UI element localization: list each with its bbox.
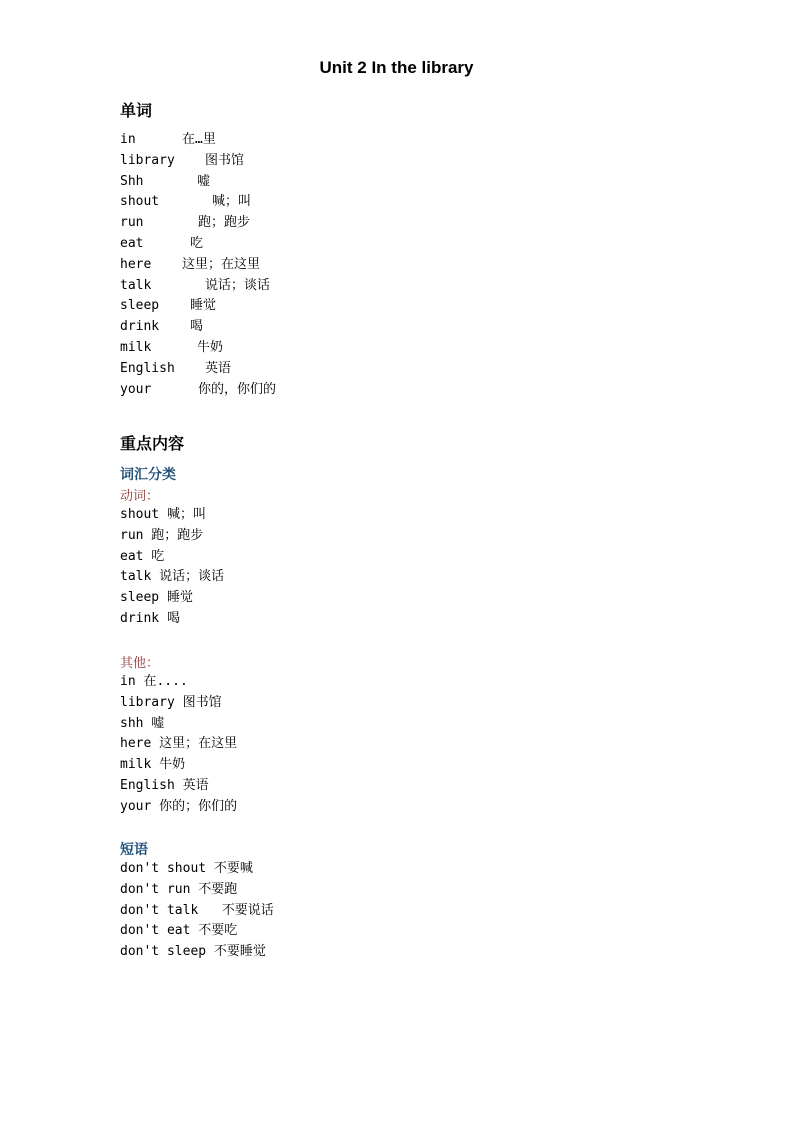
key-content-heading: 重点内容: [120, 434, 185, 453]
others-label: 其他：: [120, 656, 160, 671]
vocab-meaning: 吃: [190, 235, 204, 251]
phrases-list: [120, 859, 274, 963]
vocab-meaning: 睡觉: [190, 298, 217, 314]
vocab-item: [120, 255, 276, 276]
vocab-word: run: [120, 215, 144, 231]
verbs-label: 动词：: [120, 489, 160, 504]
vocab-meaning: 英语: [205, 360, 232, 376]
vocab-word: milk: [120, 339, 152, 355]
other-item: library 图书馆: [120, 694, 222, 710]
vocab-word: talk: [120, 277, 152, 293]
vocab-heading: 单词: [120, 101, 153, 120]
verb-item: run 跑；跑步: [120, 527, 204, 543]
vocab-meaning: 喝: [190, 319, 204, 335]
other-item: English 英语: [120, 777, 209, 793]
vocab-meaning: 在…里: [182, 132, 216, 147]
vocab-item: [120, 172, 276, 193]
vocab-item: [120, 151, 276, 172]
vocab-word: drink: [120, 319, 160, 335]
vocab-meaning: 嘘: [197, 173, 211, 189]
other-item: your 你的；你们的: [120, 798, 238, 814]
vocab-meaning: 喊；叫: [212, 194, 252, 210]
vocab-word: shout: [120, 194, 160, 210]
vocab-meaning: 跑；跑步: [198, 215, 251, 231]
vocab-word: eat: [120, 235, 144, 251]
others-list: [120, 672, 237, 818]
vocab-word: here: [120, 256, 152, 272]
verb-item: shout 喊；叫: [120, 507, 206, 522]
phrases-heading: 短语: [120, 842, 148, 858]
page-title: Unit 2 In the library: [319, 58, 474, 77]
vocab-word: sleep: [120, 298, 160, 314]
other-item: milk 牛奶: [120, 757, 186, 773]
classification-heading: 词汇分类: [120, 467, 176, 483]
vocab-item: [120, 296, 276, 317]
vocab-item: [120, 192, 276, 213]
other-item: here 这里；在这里: [120, 736, 238, 752]
vocab-item: [120, 359, 276, 380]
verb-item: sleep 睡觉: [120, 590, 193, 606]
vocab-item: [120, 276, 276, 297]
vocab-meaning: 这里；在这里: [182, 256, 261, 272]
phrase-item: don't run 不要跑: [120, 881, 238, 897]
vocab-meaning: 图书馆: [205, 152, 245, 168]
vocab-item: [120, 213, 276, 234]
vocab-meaning: 你的，你们的: [198, 381, 277, 397]
vocab-item: [120, 130, 276, 151]
vocab-list: [120, 130, 276, 400]
vocab-word: English: [120, 360, 175, 376]
vocab-word: in: [120, 132, 136, 147]
vocab-item: [120, 338, 276, 359]
verb-item: talk 说话；谈话: [120, 569, 225, 585]
phrase-item: don't talk 不要说话: [120, 902, 274, 918]
vocab-meaning: 牛奶: [197, 339, 224, 355]
vocab-item: [120, 234, 276, 255]
vocab-word: library: [120, 152, 175, 168]
vocab-word: your: [120, 381, 152, 397]
other-item: in 在....: [120, 674, 188, 689]
phrase-item: don't shout 不要喊: [120, 861, 253, 876]
vocab-meaning: 说话；谈话: [205, 277, 271, 293]
verb-item: drink 喝: [120, 610, 180, 626]
verb-item: eat 吃: [120, 548, 165, 564]
phrase-item: don't sleep 不要睡觉: [120, 944, 266, 960]
vocab-word: Shh: [120, 173, 144, 189]
phrase-item: don't eat 不要吃: [120, 923, 238, 939]
vocab-item: [120, 380, 276, 401]
vocab-item: [120, 317, 276, 338]
verbs-list: [120, 505, 224, 630]
other-item: shh 嘘: [120, 715, 165, 731]
